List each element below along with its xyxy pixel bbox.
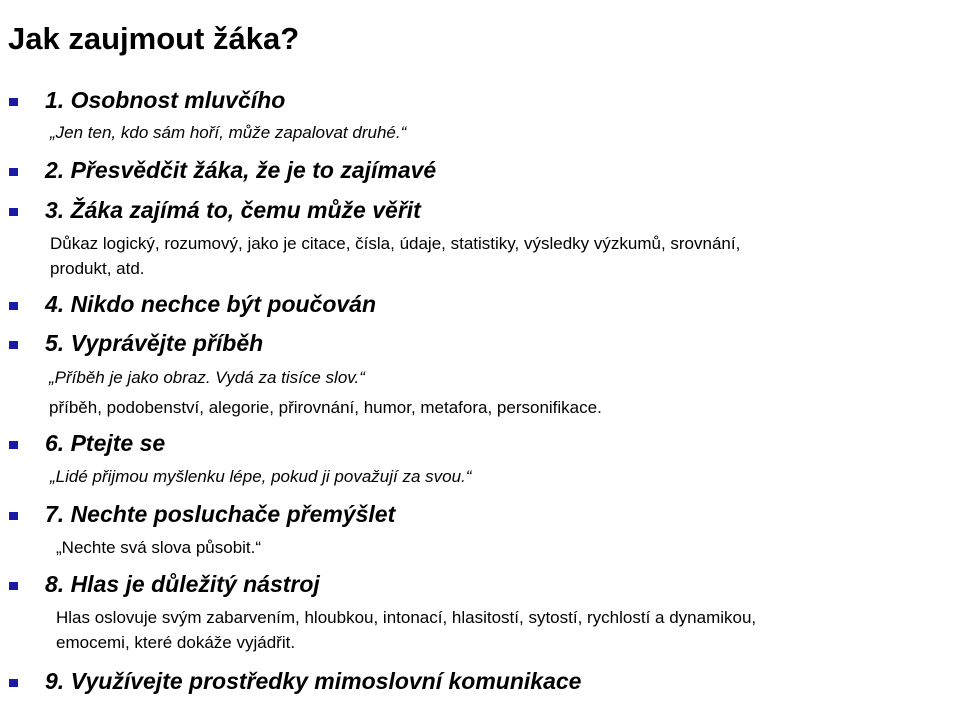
square-bullet-icon: [9, 98, 18, 106]
item-3-detail-line-1: Důkaz logický, rozumový, jako je citace, čísla, údaje, statistiky, výsledky výzkumů, srovnání,: [50, 234, 741, 253]
item-5-quote: „Příběh je jako obraz. Vydá za tisíce slov.“: [49, 368, 365, 387]
square-bullet-icon: [9, 208, 18, 216]
slide-title: Jak zaujmout žáka?: [8, 21, 300, 56]
item-5-detail: příběh, podobenství, alegorie, přirovnání, humor, metafora, personifikace.: [49, 398, 602, 417]
square-bullet-icon: [9, 441, 18, 449]
square-bullet-icon: [9, 679, 18, 687]
square-bullet-icon: [9, 341, 18, 349]
item-heading-1: 1. Osobnost mluvčího: [45, 87, 286, 113]
item-heading-8: 8. Hlas je důležitý nástroj: [45, 571, 320, 597]
item-heading-5: 5. Vyprávějte příběh: [45, 330, 264, 356]
square-bullet-icon: [9, 168, 18, 176]
item-heading-3: 3. Žáka zajímá to, čemu může věřit: [45, 197, 421, 223]
item-8-detail-line-2: emocemi, které dokáže vyjádřit.: [56, 633, 296, 652]
square-bullet-icon: [9, 512, 18, 520]
item-6-quote: „Lidé přijmou myšlenku lépe, pokud ji považují za svou.“: [50, 467, 472, 486]
item-heading-4: 4. Nikdo nechce být poučován: [45, 291, 377, 317]
item-heading-6: 6. Ptejte se: [45, 430, 166, 456]
item-7-quote: „Nechte svá slova působit.“: [56, 538, 262, 557]
item-1-quote: „Jen ten, kdo sám hoří, může zapalovat druhé.“: [50, 123, 407, 142]
item-heading-9: 9. Využívejte prostředky mimoslovní komunikace: [45, 668, 582, 694]
item-3-detail-line-2: produkt, atd.: [50, 259, 145, 278]
item-heading-2: 2. Přesvědčit žáka, že je to zajímavé: [45, 157, 437, 183]
square-bullet-icon: [9, 302, 18, 310]
square-bullet-icon: [9, 582, 18, 590]
item-8-detail-line-1: Hlas oslovuje svým zabarvením, hloubkou, intonací, hlasitostí, sytostí, rychlostí a dynamikou,: [56, 608, 757, 627]
item-heading-7: 7. Nechte posluchače přemýšlet: [45, 501, 396, 527]
